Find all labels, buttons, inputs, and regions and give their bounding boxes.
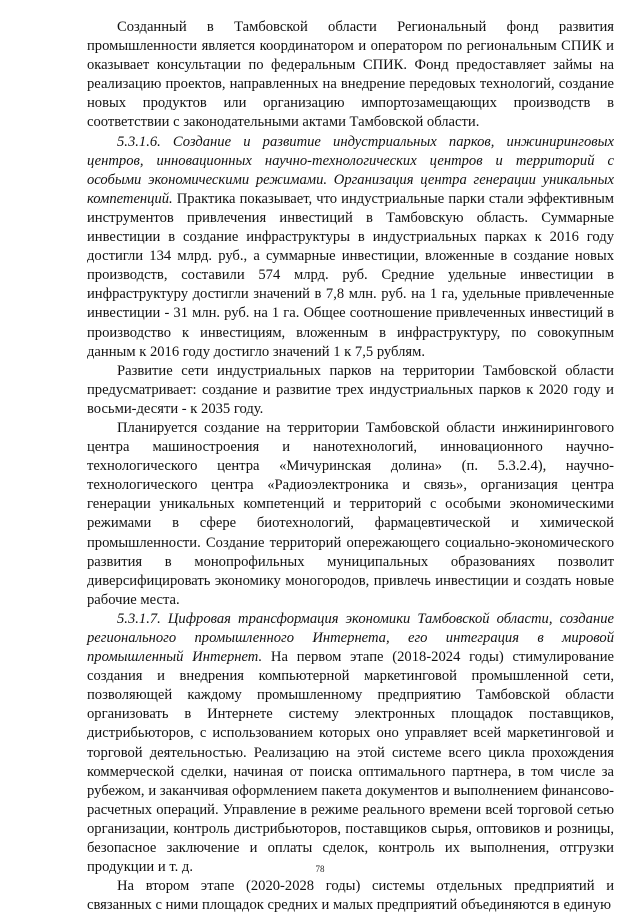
paragraph-5-text: На первом этапе (2018-2024 годы) стимулирование создания и внедрения компьютерной маркетинговой промышленной сети, позволяющей каждому промышленному предприятию Тамбовской области организовать в Интернете систему электронных площадок поставщиков, дистрибьюторов, с использованием которых оно управляет всей маркетинговой и торговой деятельностью. Реализацию на этой системе всего цикла прохождения коммерческой сделки, начиная от поиска оптимального партнера, в том числе за рубежом, и заканчивая оформлением пакета документов и выполнением финансово-расчетных операций. Управление в режиме реального времени всей торговой сетью организации, контроль дистрибьюторов, поставщиков сырья, оптовиков и розницы, безопасное заключение и оплаты сделок, контроль их выполнения, отгрузки продукции и т. д. bbox=[87, 649, 614, 876]
paragraph-3-text: Развитие сети индустриальных парков на территории Тамбовской области предусматривает: создание и развитие трех индустриальных парков к 2020 году и восьми-десяти - к 2035 году. bbox=[87, 362, 614, 417]
paragraph-2 bbox=[87, 133, 614, 362]
section-5-3-1-6-heading: 5.3.1.6. Создание и развитие индустриальных парков, инжиниринговых центров, инновационных научно-технологических центров и территорий с особыми экономическими режимами. Организация центра генерации уникальных компетенций. bbox=[87, 133, 614, 207]
section-5-3-1-7-heading: 5.3.1.7. Цифровая трансформация экономики Тамбовской области, создание регионального промышленного Интернета, его интеграция в мировой промышленный Интернет. bbox=[87, 610, 614, 666]
paragraph-3 bbox=[87, 362, 614, 419]
paragraph-1-text: Созданный в Тамбовской области Региональный фонд развития промышленности является координатором и оператором по региональным СПИК и оказывает консультации по федеральным СПИК. Фонд предоставляет займы на реализацию проектов, направленных на внедрение передовых технологий, создание новых продуктов или организацию импортозамещающих производств в соответствии с законодательными актами Тамбовской области. bbox=[87, 19, 614, 131]
paragraph-4 bbox=[87, 419, 614, 610]
paragraph-2-text: Практика показывает, что индустриальные парки стали эффективным инструментов привлечения инвестиций в Тамбовскую область. Суммарные инвестиции в создание инфраструктуры в индустриальных парках к 2016 году достигли 134 млрд. руб., а суммарные инвестиции, вложенные в создание новых производств, составили 574 млрд. руб. Средние удельные инвестиции в инфраструктуру достигли значений в 7,8 млн. руб. на 1 га, удельные привлеченные инвестиции - 31 млн. руб. на 1 га. Общее соотношение привлеченных инвестиций в производство к инвестициям, вложенным в инфраструктуру, по совокупным данным к 2016 году достигло значений 1 к 7,5 рублям. bbox=[87, 190, 614, 360]
paragraph-6 bbox=[87, 877, 614, 915]
paragraph-6-text: На втором этапе (2020-2028 годы) системы отдельных предприятий и связанных с ними площадок средних и малых предприятий объединяются в единую bbox=[87, 878, 614, 914]
paragraph-1 bbox=[87, 18, 614, 133]
body-text bbox=[87, 18, 614, 915]
page-number: 78 bbox=[315, 864, 325, 874]
paragraph-5 bbox=[87, 610, 614, 877]
paragraph-4-text: Планируется создание на территории Тамбовской области инжинирингового центра машиностроения и нанотехнологий, инновационного научно-технологического центра «Мичуринская долина» (п. 5.3.2.4), научно-технологического центра «Радиоэлектроника и связь», организация центра генерации уникальных компетенций и территорий с особыми экономическими режимами в сфере биотехнологий, фармацевтической и химической промышленности. Создание территорий опережающего социально-экономического развития в монопрофильных муниципальных образованиях позволит диверсифицировать экономику моногородов, привлечь инвестиции и создать новые рабочие места. bbox=[87, 419, 614, 608]
